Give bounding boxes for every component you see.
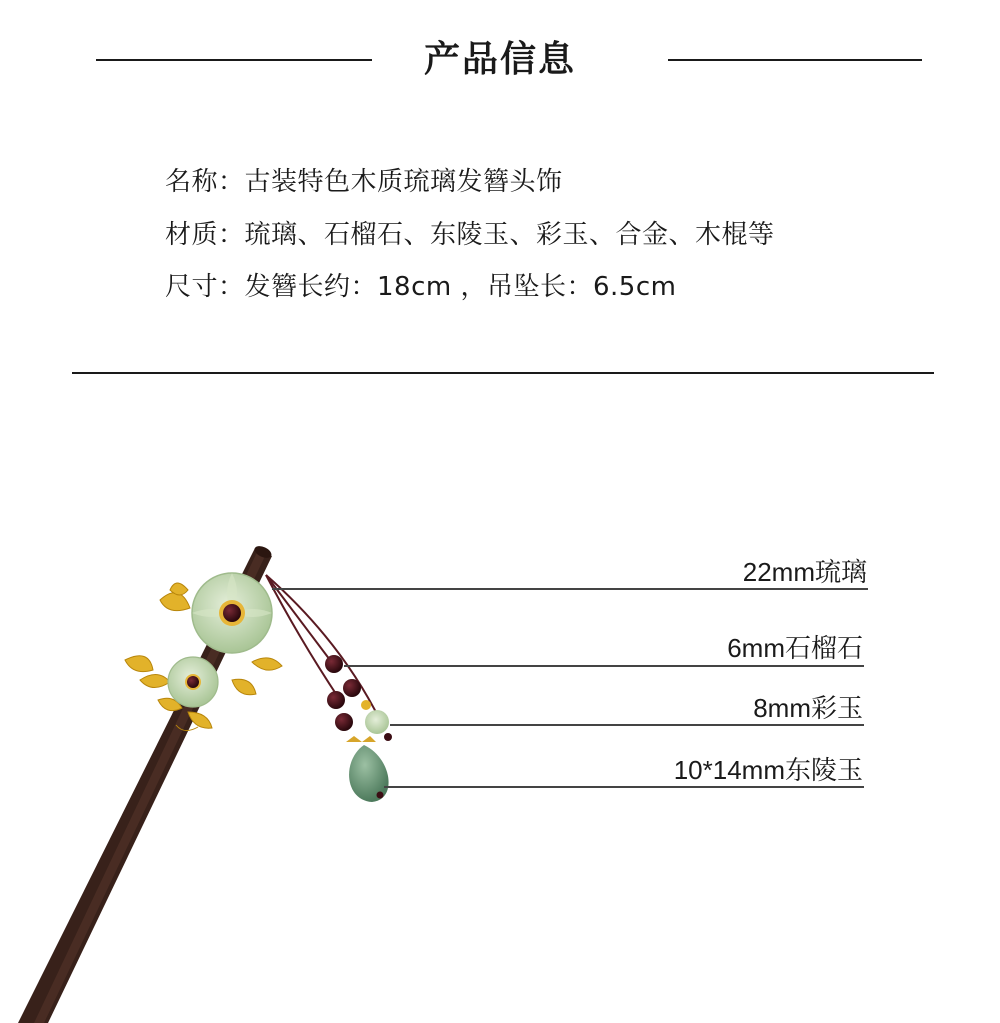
glass-flower-large [192, 573, 272, 653]
info-material: 材质：琉璃、石榴石、东陵玉、彩玉、合金、木棍等 [165, 220, 775, 250]
callout-label-aventurine: 10*14mm东陵玉 [673, 755, 863, 785]
callout-line-glass [272, 588, 868, 590]
callout-label-colored-jade: 8mm彩玉 [753, 693, 863, 723]
title-rule-right [668, 59, 922, 61]
colored-jade-bead [361, 700, 392, 741]
callout-label-garnet: 6mm石榴石 [727, 633, 863, 663]
section-divider [72, 372, 934, 374]
tassel-cords [266, 575, 380, 720]
callout-line-aventurine [384, 786, 864, 788]
callout-line-colored-jade [390, 724, 864, 726]
callout-label-glass: 22mm琉璃 [742, 557, 867, 587]
glass-flower-small [168, 657, 218, 707]
info-name: 名称：古装特色木质琉璃发簪头饰 [165, 167, 563, 197]
info-size: 尺寸：发簪长约：18cm ，吊坠长：6.5cm [165, 272, 677, 302]
page-title: 产品信息 [423, 39, 576, 80]
callout-line-garnet [344, 665, 864, 667]
aventurine-drop [346, 736, 389, 802]
